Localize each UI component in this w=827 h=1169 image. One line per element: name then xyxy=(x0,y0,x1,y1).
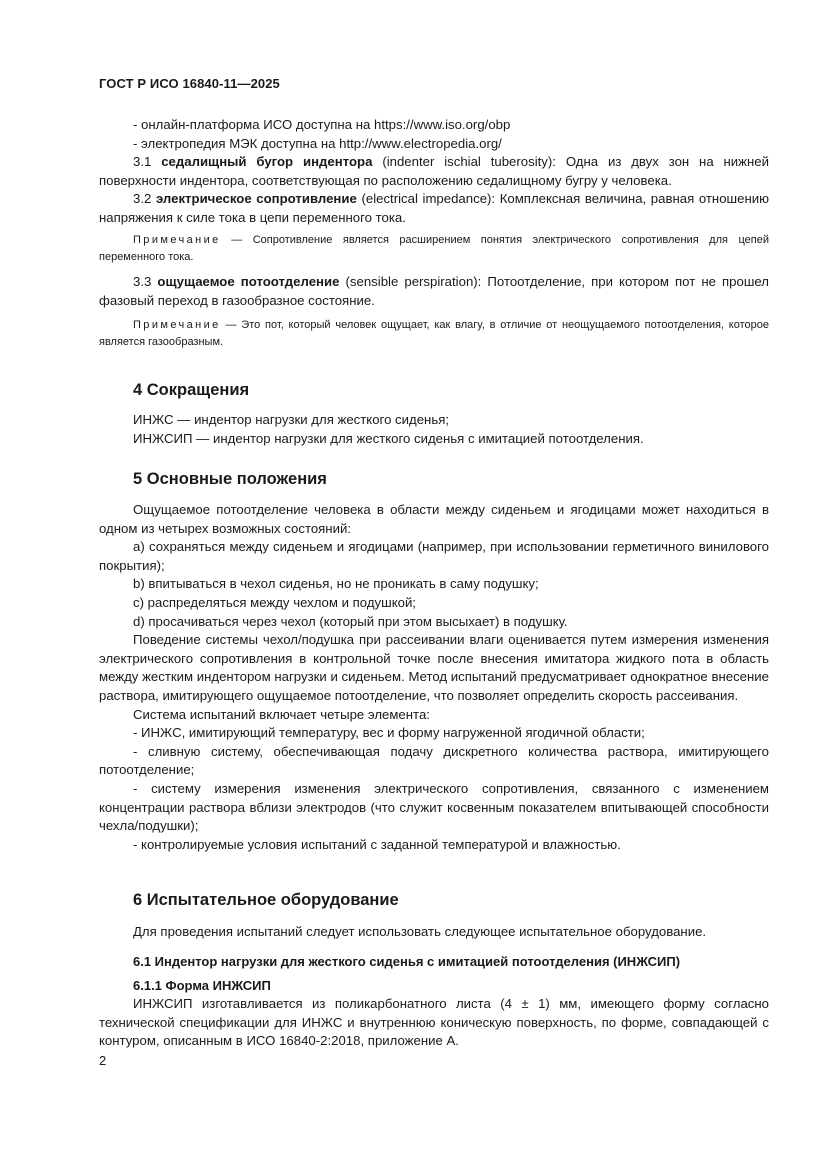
paragraph: Ощущаемое потоотделение человека в области между сиденьем и ягодицами может находиться в одном из четырех возможных состояний: xyxy=(99,502,769,536)
term-english: (sensible perspiration): xyxy=(345,274,482,289)
note-text: — Сопротивление является расширением понятия электрического сопротивления для цепей переменного тока. xyxy=(99,234,769,263)
paragraph: Поведение системы чехол/подушка при рассеивании влаги оценивается путем измерения изменения электрического сопротивления в контрольной точке после внесения имитатора жидкого пота в область между жестким индентором нагрузки и сиденьем. Метод испытаний предусматривает однократное внесение раствора, имитирующего ощущаемое потоотделение, что позволяет определить скорость рассеивания. xyxy=(99,632,769,703)
term-name: ощущаемое потоотделение xyxy=(157,274,340,289)
term-number: 3.2 xyxy=(133,191,152,206)
section-4-title: 4 Сокращения xyxy=(133,381,250,399)
section-6-title: 6 Испытательное оборудование xyxy=(133,891,399,909)
list-item: c) распределяться между чехлом и подушкой; xyxy=(133,594,416,610)
note-text: — Это пот, который человек ощущает, как влагу, в отличие от неощущаемого потоотделения, которое является газообразным. xyxy=(99,319,769,348)
term-english: (indenter ischial tuberosity): xyxy=(382,154,556,169)
paragraph: Для проведения испытаний следует использовать следующее испытательное оборудование. xyxy=(133,924,707,939)
abbreviation-item: ИНЖС — индентор нагрузки для жесткого сиденья; xyxy=(133,412,450,427)
subsection-6-1-1-body xyxy=(99,995,769,1051)
page-number: 2 xyxy=(99,1053,107,1068)
list-item: b) впитываться в чехол сиденья, но не проникать в саму подушку; xyxy=(133,576,539,592)
term-definition: Комплексная величина, равная отношению напряжения к силе тока в цепи переменного тока. xyxy=(99,191,770,225)
subsection-6-1-1-title: 6.1.1 Форма ИНЖСИП xyxy=(133,978,271,993)
term-name: седалищный бугор индентора xyxy=(161,154,373,169)
list-item: - сливную систему, обеспечивающая подачу дискретного количества раствора, имитирующего потоотделение; xyxy=(99,743,769,778)
list-item: - ИНЖС, имитирующий температуру, вес и форму нагруженной ягодичной области; xyxy=(133,725,645,741)
list-item: d) просачиваться через чехол (который при этом высыхает) в подушку. xyxy=(133,613,568,629)
section-5-title: 5 Основные положения xyxy=(133,470,327,488)
note-label: Примечание xyxy=(133,319,221,331)
term-number: 3.1 xyxy=(133,154,152,169)
list-item: - онлайн-платформа ИСО доступна на https://www.iso.org/obp xyxy=(133,117,511,132)
section-4-list xyxy=(99,411,769,448)
note-3-3 xyxy=(99,317,769,351)
term-definition: Одна из двух зон на нижней поверхности индентора, соответствующая по расположению седалищному бугру у человека. xyxy=(99,154,769,188)
term-3-2 xyxy=(99,190,769,227)
note-3-2 xyxy=(99,232,769,266)
term-3-1 xyxy=(99,153,769,190)
term-3-3 xyxy=(99,273,769,310)
intro-list xyxy=(99,116,769,153)
list-item: - систему измерения изменения электрического сопротивления, связанного с изменением концентрации раствора вблизи электродов (что служит косвенным показателем впитывающей способности чехла/подушки); xyxy=(99,780,769,834)
paragraph: Система испытаний включает четыре элемента: xyxy=(133,706,430,722)
list-item: a) сохраняться между сиденьем и ягодицами (например, при использовании герметичного винилового покрытия); xyxy=(99,539,769,573)
term-number: 3.3 xyxy=(133,274,152,289)
subsection-6-1-title: 6.1 Индентор нагрузки для жесткого сиденья с имитацией потоотделения (ИНЖСИП) xyxy=(133,954,681,969)
section-6-intro xyxy=(99,923,769,942)
term-english: (electrical impedance): xyxy=(361,191,496,206)
section-5-body xyxy=(99,501,769,854)
document-header: ГОСТ Р ИСО 16840-11—2025 xyxy=(99,76,280,91)
note-label: Примечание xyxy=(133,234,221,246)
term-definition: Потоотделение, при котором пот не прошел фазовый переход в газообразное состояние. xyxy=(99,274,769,308)
paragraph: ИНЖСИП изготавливается из поликарбонатного листа (4 ± 1) мм, имеющего форму согласно технической спецификации для ИНЖС и внутреннюю коническую поверхность, по форме, совпадающей с контуром, описанным в ИСО 16840-2:2018, приложение А. xyxy=(99,996,769,1049)
list-item: - контролируемые условия испытаний с заданной температурой и влажностью. xyxy=(133,836,621,852)
abbreviation-item: ИНЖСИП — индентор нагрузки для жесткого сиденья с имитацией потоотделения. xyxy=(133,430,644,446)
term-name: электрическое сопротивление xyxy=(155,191,357,206)
list-item: - электропедия МЭК доступна на http://www.electropedia.org/ xyxy=(133,135,502,151)
